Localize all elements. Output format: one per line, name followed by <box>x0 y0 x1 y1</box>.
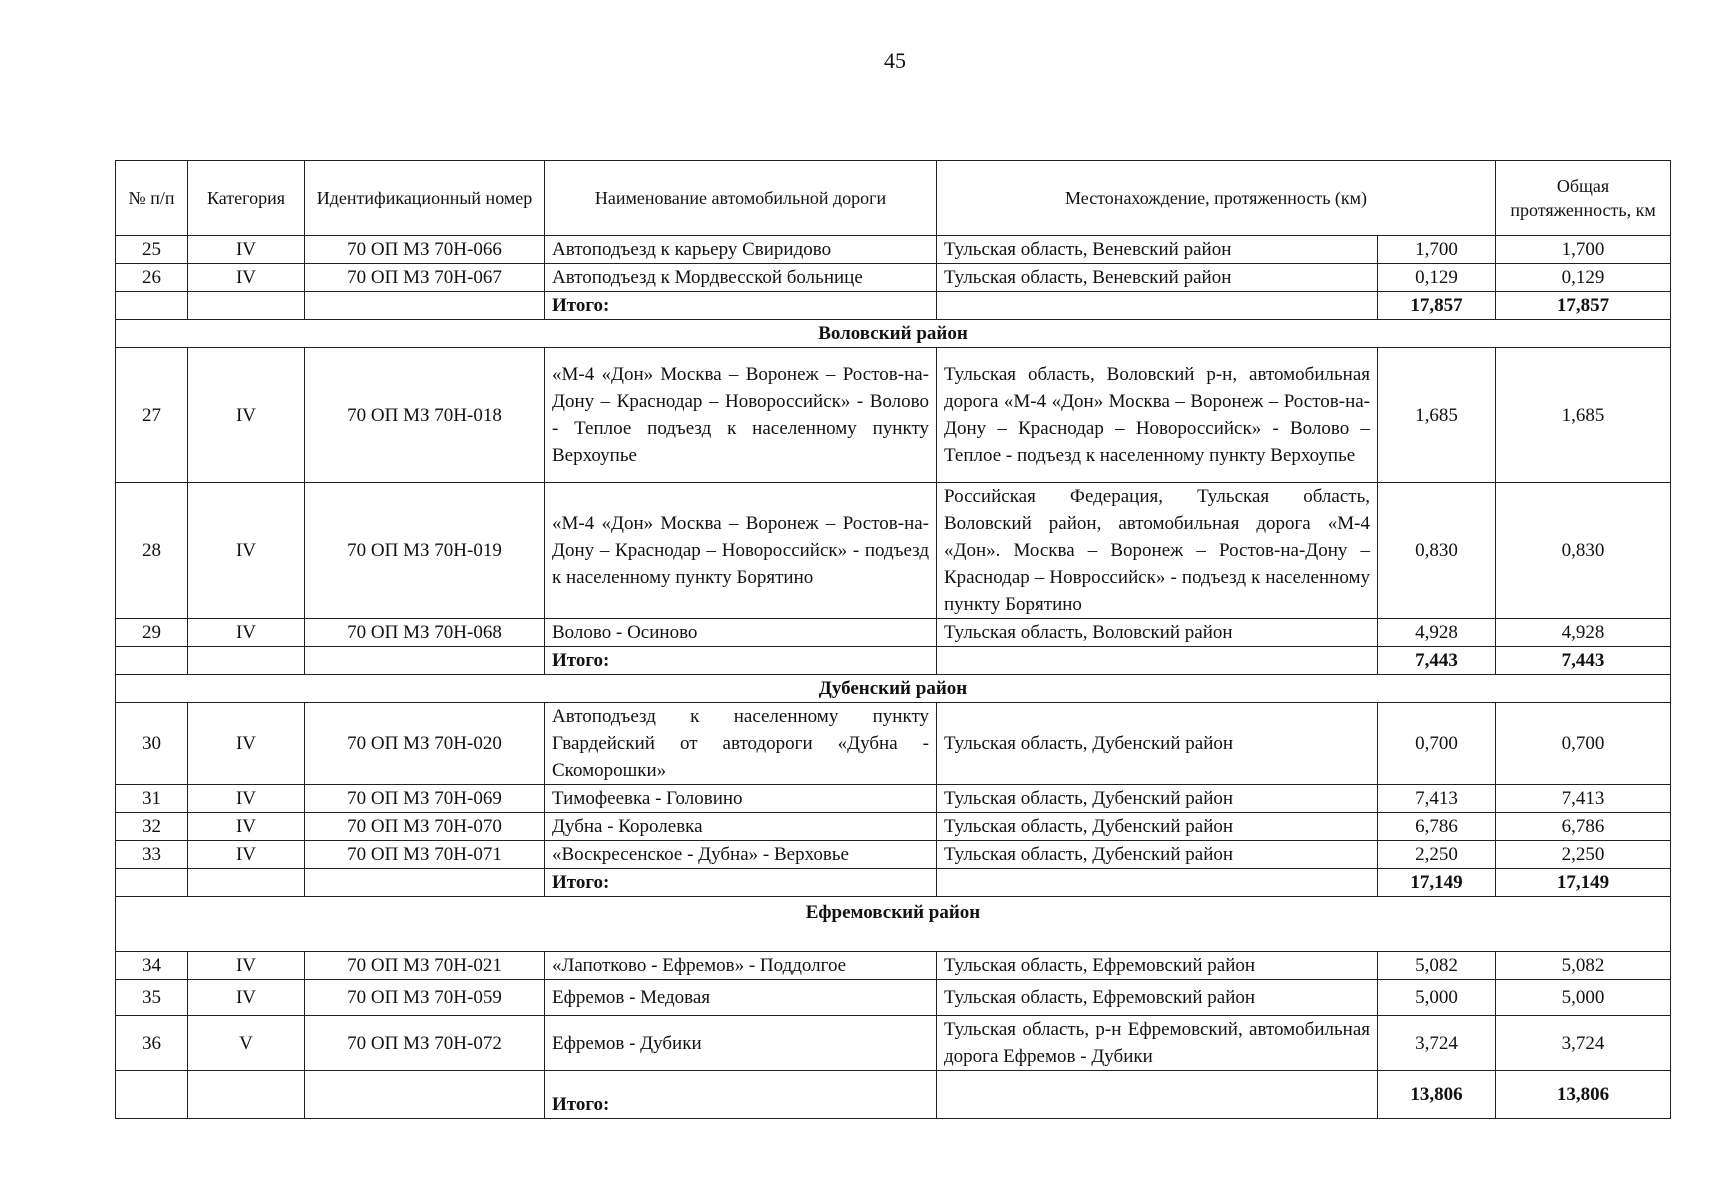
roads-table <box>115 160 1671 1119</box>
table-row <box>116 703 1671 785</box>
subtotal-total: 7,443 <box>1496 647 1671 675</box>
header-total: Общая протяженность, км <box>1496 161 1671 236</box>
cell-category: IV <box>188 703 305 785</box>
cell-id: 70 ОП МЗ 70Н-067 <box>305 264 545 292</box>
cell-id: 70 ОП МЗ 70Н-070 <box>305 813 545 841</box>
cell-id: 70 ОП МЗ 70Н-059 <box>305 980 545 1016</box>
cell-location: Тульская область, Ефремовский район <box>937 980 1378 1016</box>
cell-id: 70 ОП МЗ 70Н-071 <box>305 841 545 869</box>
cell-total: 4,928 <box>1496 619 1671 647</box>
cell-num: 25 <box>116 236 188 264</box>
cell-length: 7,413 <box>1378 785 1496 813</box>
cell-length: 5,000 <box>1378 980 1496 1016</box>
subtotal-length: 17,149 <box>1378 869 1496 897</box>
section-title: Ефремовский район <box>116 897 1671 952</box>
cell-num: 35 <box>116 980 188 1016</box>
cell-length: 0,129 <box>1378 264 1496 292</box>
cell-total: 6,786 <box>1496 813 1671 841</box>
subtotal-total: 13,806 <box>1496 1071 1671 1119</box>
cell-location: Тульская область, р-н Ефремовский, автомобильная дорога Ефремов - Дубики <box>937 1016 1378 1071</box>
cell-length: 0,830 <box>1378 483 1496 619</box>
cell-category: IV <box>188 236 305 264</box>
cell-category: V <box>188 1016 305 1071</box>
subtotal-label: Итого: <box>545 292 937 320</box>
cell-road-name: Тимофеевка - Головино <box>545 785 937 813</box>
cell-location: Тульская область, Дубенский район <box>937 703 1378 785</box>
cell-num: 31 <box>116 785 188 813</box>
cell-road-name: Волово - Осиново <box>545 619 937 647</box>
cell-road-name: «Лапотково - Ефремов» - Поддолгое <box>545 952 937 980</box>
cell-road-name: Автоподъезд к населенному пункту Гвардейский от автодороги «Дубна - Скоморошки» <box>545 703 937 785</box>
cell-category: IV <box>188 348 305 483</box>
cell-num: 28 <box>116 483 188 619</box>
cell-num: 32 <box>116 813 188 841</box>
cell-location: Тульская область, Веневский район <box>937 264 1378 292</box>
cell-road-name: Ефремов - Медовая <box>545 980 937 1016</box>
cell-total: 0,830 <box>1496 483 1671 619</box>
table-row <box>116 483 1671 619</box>
cell-total: 0,129 <box>1496 264 1671 292</box>
subtotal-length: 13,806 <box>1378 1071 1496 1119</box>
table-row <box>116 952 1671 980</box>
cell-category: IV <box>188 813 305 841</box>
subtotal-row <box>116 869 1671 897</box>
cell-total: 1,685 <box>1496 348 1671 483</box>
cell-road-name: Автоподъезд к карьеру Свиридово <box>545 236 937 264</box>
cell-num: 27 <box>116 348 188 483</box>
cell-category: IV <box>188 619 305 647</box>
cell-location: Тульская область, Дубенский район <box>937 785 1378 813</box>
subtotal-length: 17,857 <box>1378 292 1496 320</box>
cell-id: 70 ОП МЗ 70Н-066 <box>305 236 545 264</box>
table-row <box>116 785 1671 813</box>
cell-location: Тульская область, Ефремовский район <box>937 952 1378 980</box>
section-title: Дубенский район <box>116 675 1671 703</box>
cell-category: IV <box>188 264 305 292</box>
section-row <box>116 897 1671 952</box>
cell-road-name: Дубна - Королевка <box>545 813 937 841</box>
cell-total: 0,700 <box>1496 703 1671 785</box>
section-row <box>116 320 1671 348</box>
cell-length: 1,700 <box>1378 236 1496 264</box>
cell-road-name: Ефремов - Дубики <box>545 1016 937 1071</box>
cell-location: Тульская область, Дубенский район <box>937 813 1378 841</box>
subtotal-row <box>116 647 1671 675</box>
table-row <box>116 813 1671 841</box>
cell-total: 3,724 <box>1496 1016 1671 1071</box>
cell-id: 70 ОП МЗ 70Н-069 <box>305 785 545 813</box>
table-row <box>116 619 1671 647</box>
header-location: Местонахождение, протяженность (км) <box>937 161 1496 236</box>
cell-id: 70 ОП МЗ 70Н-019 <box>305 483 545 619</box>
cell-location: Тульская область, Дубенский район <box>937 841 1378 869</box>
subtotal-length: 7,443 <box>1378 647 1496 675</box>
header-num: № п/п <box>116 161 188 236</box>
section-title: Воловский район <box>116 320 1671 348</box>
cell-category: IV <box>188 483 305 619</box>
cell-length: 2,250 <box>1378 841 1496 869</box>
cell-location: Тульская область, Веневский район <box>937 236 1378 264</box>
cell-total: 5,000 <box>1496 980 1671 1016</box>
subtotal-label: Итого: <box>545 869 937 897</box>
table-row <box>116 348 1671 483</box>
subtotal-total: 17,149 <box>1496 869 1671 897</box>
header-name: Наименование автомобильной дороги <box>545 161 937 236</box>
cell-num: 29 <box>116 619 188 647</box>
section-row <box>116 675 1671 703</box>
cell-category: IV <box>188 841 305 869</box>
cell-num: 34 <box>116 952 188 980</box>
header-category: Категория <box>188 161 305 236</box>
cell-length: 0,700 <box>1378 703 1496 785</box>
cell-num: 26 <box>116 264 188 292</box>
subtotal-row <box>116 292 1671 320</box>
cell-length: 1,685 <box>1378 348 1496 483</box>
cell-id: 70 ОП МЗ 70Н-018 <box>305 348 545 483</box>
cell-category: IV <box>188 952 305 980</box>
subtotal-total: 17,857 <box>1496 292 1671 320</box>
cell-total: 1,700 <box>1496 236 1671 264</box>
table-row <box>116 1016 1671 1071</box>
cell-length: 5,082 <box>1378 952 1496 980</box>
cell-road-name: «М-4 «Дон» Москва – Воронеж – Ростов-на-Дону – Краснодар – Новороссийск» - подъезд к населенному пункту Борятино <box>545 483 937 619</box>
cell-num: 36 <box>116 1016 188 1071</box>
cell-total: 5,082 <box>1496 952 1671 980</box>
subtotal-row <box>116 1071 1671 1119</box>
cell-num: 30 <box>116 703 188 785</box>
cell-id: 70 ОП МЗ 70Н-021 <box>305 952 545 980</box>
header-row <box>116 161 1671 236</box>
cell-road-name: Автоподъезд к Мордвесской больнице <box>545 264 937 292</box>
subtotal-label: Итого: <box>545 647 937 675</box>
page-number: 45 <box>884 48 906 73</box>
cell-road-name: «М-4 «Дон» Москва – Воронеж – Ростов-на-Дону – Краснодар – Новороссийск» - Волово - Теплое подъезд к населенному пункту Верхоупье <box>545 348 937 483</box>
cell-length: 4,928 <box>1378 619 1496 647</box>
table-row <box>116 841 1671 869</box>
cell-id: 70 ОП МЗ 70Н-020 <box>305 703 545 785</box>
cell-length: 6,786 <box>1378 813 1496 841</box>
cell-length: 3,724 <box>1378 1016 1496 1071</box>
cell-location: Тульская область, Воловский район <box>937 619 1378 647</box>
cell-road-name: «Воскресенское - Дубна» - Верховье <box>545 841 937 869</box>
cell-total: 2,250 <box>1496 841 1671 869</box>
cell-total: 7,413 <box>1496 785 1671 813</box>
subtotal-label: Итого: <box>545 1071 937 1119</box>
header-id: Идентификационный номер <box>305 161 545 236</box>
cell-location: Российская Федерация, Тульская область, Воловский район, автомобильная дорога «М-4 «Дон». Москва – Воронеж – Ростов-на-Дону – Краснодар – Новроссийск» - подъезд к населенному пункту Борятино <box>937 483 1378 619</box>
cell-id: 70 ОП МЗ 70Н-072 <box>305 1016 545 1071</box>
table-row <box>116 236 1671 264</box>
cell-location: Тульская область, Воловский р-н, автомобильная дорога «М-4 «Дон» Москва – Воронеж – Ростов-на-Дону – Краснодар – Новороссийск» - Волово – Теплое - подъезд к населенному пункту Верхоупье <box>937 348 1378 483</box>
table-row <box>116 264 1671 292</box>
cell-category: IV <box>188 980 305 1016</box>
cell-num: 33 <box>116 841 188 869</box>
table-row <box>116 980 1671 1016</box>
cell-id: 70 ОП МЗ 70Н-068 <box>305 619 545 647</box>
cell-category: IV <box>188 785 305 813</box>
